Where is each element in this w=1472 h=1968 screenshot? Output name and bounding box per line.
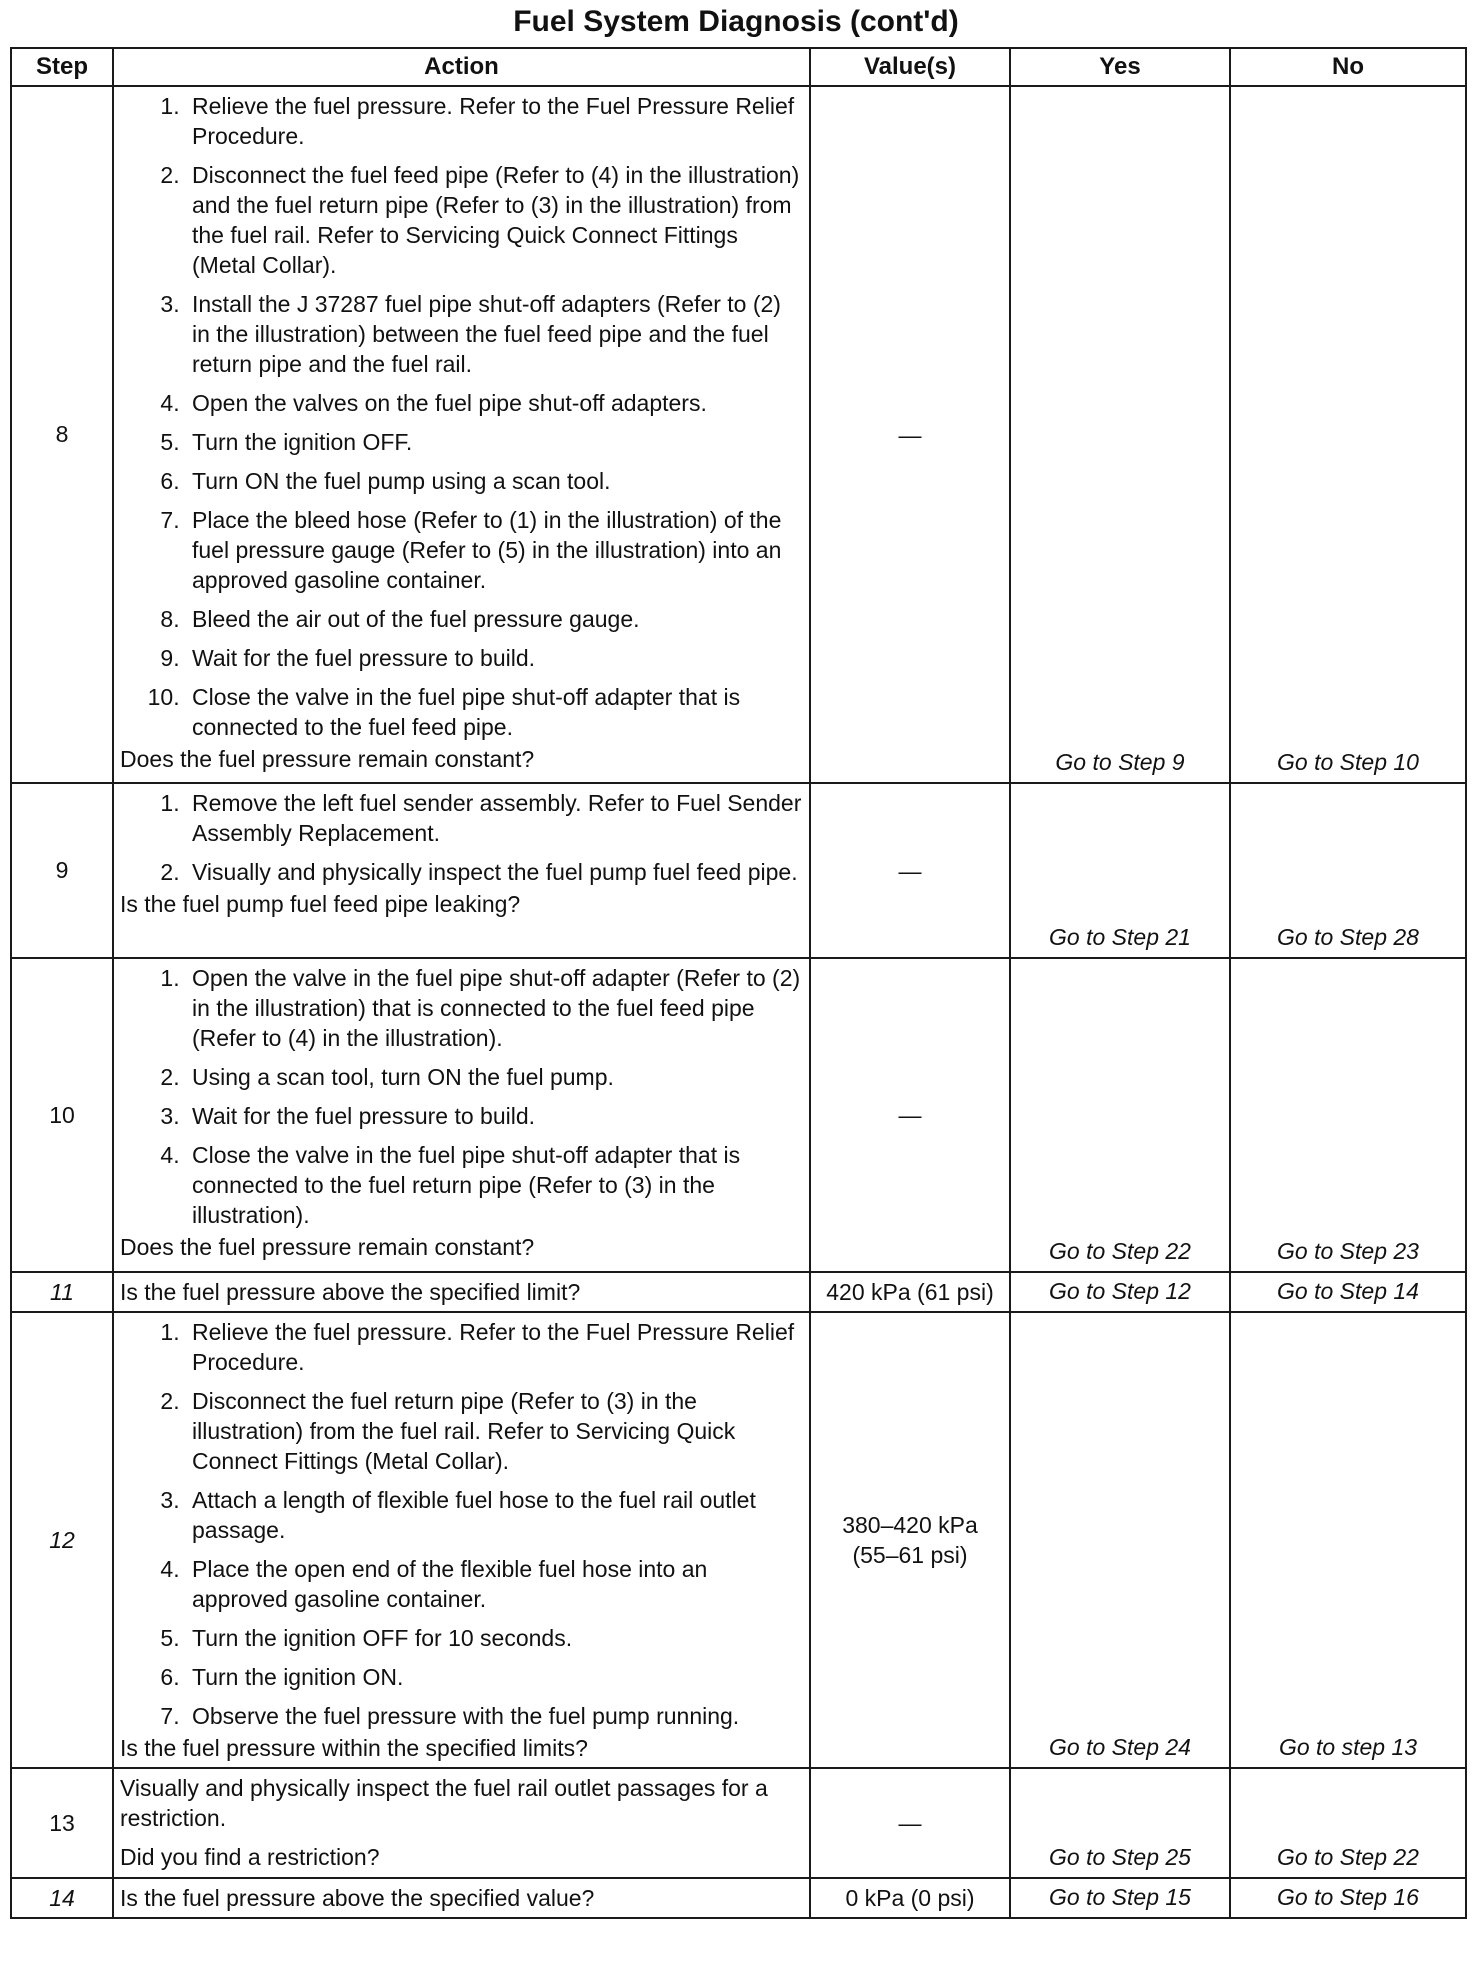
- table-row: [11, 1878, 1466, 1918]
- list-item: 2. Visually and physically inspect the fuel pump fuel feed pipe.: [186, 857, 803, 887]
- action-steps: [120, 788, 803, 887]
- list-item: 3. Attach a length of flexible fuel hose to the fuel rail outlet passage.: [186, 1485, 803, 1545]
- list-item: 2. Using a scan tool, turn ON the fuel pump.: [186, 1062, 803, 1092]
- action-cell: [113, 1878, 810, 1918]
- no-cell: Go to Step 14: [1230, 1272, 1466, 1312]
- action-cell: [113, 783, 810, 958]
- no-cell: Go to Step 28: [1230, 783, 1466, 958]
- question-text: Is the fuel pressure above the specified limit?: [120, 1279, 581, 1305]
- action-cell: [113, 1312, 810, 1768]
- list-item: 3. Wait for the fuel pressure to build.: [186, 1101, 803, 1131]
- question-text: Does the fuel pressure remain constant?: [120, 1234, 535, 1260]
- yes-cell: Go to Step 9: [1010, 86, 1230, 783]
- action-cell: [113, 1768, 810, 1878]
- yes-cell: Go to Step 12: [1010, 1272, 1230, 1312]
- step-number: 13: [11, 1768, 113, 1878]
- question-text: Did you find a restriction?: [120, 1844, 380, 1870]
- header-yes: Yes: [1010, 48, 1230, 86]
- header-step: Step: [11, 48, 113, 86]
- yes-cell: Go to Step 25: [1010, 1768, 1230, 1878]
- question-text: Is the fuel pressure within the specified limits?: [120, 1735, 588, 1761]
- no-cell: Go to step 13: [1230, 1312, 1466, 1768]
- table-row: [11, 1312, 1466, 1768]
- step-number: 10: [11, 958, 113, 1272]
- list-item: 9. Wait for the fuel pressure to build.: [186, 643, 803, 673]
- value-cell: —: [810, 958, 1010, 1272]
- no-cell: Go to Step 16: [1230, 1878, 1466, 1918]
- list-item: 8. Bleed the air out of the fuel pressure gauge.: [186, 604, 803, 634]
- list-item: 2. Disconnect the fuel feed pipe (Refer to (4) in the illustration) and the fuel return pipe (Refer to (3) in the illustration) from the fuel rail. Refer to Servicing Quick Connect Fittings (Metal Collar).: [186, 160, 803, 280]
- list-item: 5. Turn the ignition OFF.: [186, 427, 803, 457]
- list-item: 1. Remove the left fuel sender assembly. Refer to Fuel Sender Assembly Replacement.: [186, 788, 803, 848]
- value-cell: —: [810, 86, 1010, 783]
- list-item: 1. Relieve the fuel pressure. Refer to the Fuel Pressure Relief Procedure.: [186, 1317, 803, 1377]
- table-row: [11, 86, 1466, 783]
- action-cell: [113, 958, 810, 1272]
- list-item: 5. Turn the ignition OFF for 10 seconds.: [186, 1623, 803, 1653]
- list-item: 4. Place the open end of the flexible fuel hose into an approved gasoline container.: [186, 1554, 803, 1614]
- value-cell: 420 kPa (61 psi): [810, 1272, 1010, 1312]
- question-text: Does the fuel pressure remain constant?: [120, 746, 535, 772]
- list-item: 4. Open the valves on the fuel pipe shut-off adapters.: [186, 388, 803, 418]
- yes-cell: Go to Step 24: [1010, 1312, 1230, 1768]
- header-values: Value(s): [810, 48, 1010, 86]
- no-cell: Go to Step 10: [1230, 86, 1466, 783]
- table-row: [11, 958, 1466, 1272]
- value-line: (55–61 psi): [852, 1542, 968, 1568]
- value-line: 380–420 kPa: [842, 1512, 978, 1538]
- yes-cell: Go to Step 21: [1010, 783, 1230, 958]
- list-item: 1. Relieve the fuel pressure. Refer to the Fuel Pressure Relief Procedure.: [186, 91, 803, 151]
- list-item: 4. Close the valve in the fuel pipe shut-off adapter that is connected to the fuel return pipe (Refer to (3) in the illustration).: [186, 1140, 803, 1230]
- list-item: 6. Turn ON the fuel pump using a scan tool.: [186, 466, 803, 496]
- list-item: 2. Disconnect the fuel return pipe (Refer to (3) in the illustration) from the fuel rail. Refer to Servicing Quick Connect Fittings (Metal Collar).: [186, 1386, 803, 1476]
- list-item: 6. Turn the ignition ON.: [186, 1662, 803, 1692]
- question-text: Is the fuel pump fuel feed pipe leaking?: [120, 891, 521, 917]
- yes-cell: Go to Step 15: [1010, 1878, 1230, 1918]
- action-cell: [113, 1272, 810, 1312]
- action-steps: [120, 91, 803, 742]
- list-item: 10. Close the valve in the fuel pipe shut-off adapter that is connected to the fuel feed pipe.: [186, 682, 803, 742]
- no-cell: Go to Step 23: [1230, 958, 1466, 1272]
- action-text: Visually and physically inspect the fuel rail outlet passages for a restriction.: [120, 1775, 768, 1831]
- step-number: 14: [11, 1878, 113, 1918]
- value-cell: 0 kPa (0 psi): [810, 1878, 1010, 1918]
- list-item: 1. Open the valve in the fuel pipe shut-off adapter (Refer to (2) in the illustration) that is connected to the fuel feed pipe (Refer to (4) in the illustration).: [186, 963, 803, 1053]
- table-row: [11, 1272, 1466, 1312]
- table-row: [11, 783, 1466, 958]
- table-row: [11, 1768, 1466, 1878]
- value-cell: —: [810, 1768, 1010, 1878]
- list-item: 3. Install the J 37287 fuel pipe shut-off adapters (Refer to (2) in the illustration) between the fuel feed pipe and the fuel return pipe and the fuel rail.: [186, 289, 803, 379]
- action-cell: [113, 86, 810, 783]
- yes-cell: Go to Step 22: [1010, 958, 1230, 1272]
- step-number: 9: [11, 783, 113, 958]
- header-no: No: [1230, 48, 1466, 86]
- question-text: Is the fuel pressure above the specified value?: [120, 1885, 595, 1911]
- list-item: 7. Place the bleed hose (Refer to (1) in the illustration) of the fuel pressure gauge (Refer to (5) in the illustration) into an approved gasoline container.: [186, 505, 803, 595]
- diagnosis-table: [10, 47, 1467, 1919]
- step-number: 12: [11, 1312, 113, 1768]
- step-number: 8: [11, 86, 113, 783]
- no-cell: Go to Step 22: [1230, 1768, 1466, 1878]
- action-steps: [120, 1317, 803, 1731]
- page-title: Fuel System Diagnosis (cont'd): [513, 5, 959, 38]
- value-cell: [810, 1312, 1010, 1768]
- table-header-row: [11, 48, 1466, 86]
- value-cell: —: [810, 783, 1010, 958]
- header-action: Action: [113, 48, 810, 86]
- step-number: 11: [11, 1272, 113, 1312]
- list-item: 7. Observe the fuel pressure with the fuel pump running.: [186, 1701, 803, 1731]
- action-steps: [120, 963, 803, 1230]
